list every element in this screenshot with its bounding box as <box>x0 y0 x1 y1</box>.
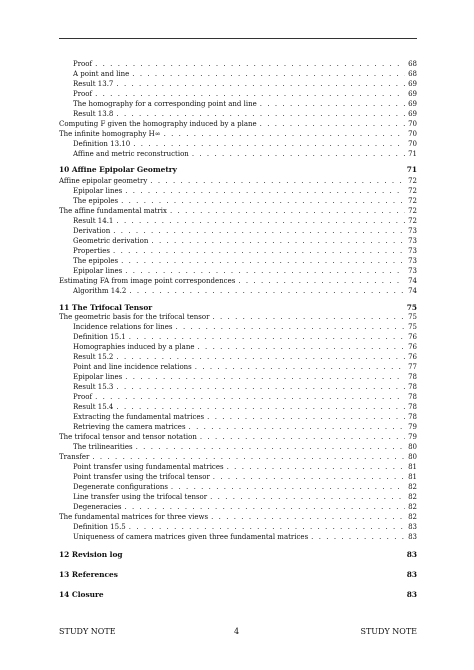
toc-entry-page: 78 <box>408 373 417 381</box>
toc-entry-title: The infinite homography H∞ <box>59 129 161 138</box>
toc-entry-title: Homographies induced by a plane <box>73 343 195 351</box>
toc-entry[interactable] <box>59 513 417 522</box>
toc-entry[interactable] <box>73 247 417 256</box>
toc-entry[interactable] <box>73 70 417 79</box>
toc-entry-title: Affine and metric reconstruction <box>73 149 189 158</box>
dot-leader <box>260 120 405 129</box>
dot-leader <box>189 423 406 432</box>
toc-entry-title: Proof <box>73 89 93 98</box>
dot-leader <box>121 257 405 266</box>
dot-leader <box>116 217 405 226</box>
toc-entry-page: 68 <box>408 59 417 68</box>
dot-leader <box>116 403 405 412</box>
dot-leader <box>129 333 405 342</box>
toc-entry[interactable] <box>73 423 417 432</box>
toc-entry-title: The fundamental matrices for three views <box>59 513 209 521</box>
toc-entry[interactable] <box>59 277 417 286</box>
toc-entry[interactable] <box>73 363 417 372</box>
toc-entry-title: The epipoles <box>73 256 119 265</box>
toc-entry-title: Result 13.7 <box>73 79 114 88</box>
toc-entry[interactable] <box>59 130 417 139</box>
dot-leader <box>212 313 405 322</box>
dot-leader <box>136 443 405 452</box>
toc-entry[interactable] <box>73 257 417 266</box>
toc-entry[interactable] <box>73 393 417 402</box>
toc-entry[interactable] <box>73 150 417 159</box>
dot-leader <box>113 227 405 236</box>
toc-entry-page: 72 <box>408 216 417 225</box>
toc-entry-title: Result 13.8 <box>73 109 114 118</box>
toc-entry[interactable] <box>73 403 417 412</box>
toc-entry[interactable] <box>73 60 417 69</box>
toc-entry-page: 70 <box>408 119 417 128</box>
toc-chapter[interactable] <box>59 590 417 600</box>
toc-entry[interactable] <box>73 383 417 392</box>
toc-entry-page: 69 <box>408 99 417 108</box>
toc-entry-page: 71 <box>408 149 417 158</box>
dot-leader <box>207 413 405 422</box>
dot-leader <box>227 463 405 472</box>
toc-entry-title: Definition 13.10 <box>73 139 131 148</box>
toc-entry-title: Degeneracies <box>73 503 122 511</box>
toc-entry[interactable] <box>73 217 417 226</box>
dot-leader <box>121 197 405 206</box>
dot-leader <box>116 353 405 362</box>
toc-entry-page: 73 <box>408 226 417 235</box>
toc-entry-page: 78 <box>408 393 417 401</box>
toc-entry-title: Derivation <box>73 226 111 235</box>
toc-entry-title: 11 The Trifocal Tensor <box>59 302 153 312</box>
toc-entry-page: 73 <box>408 236 417 245</box>
toc-entry[interactable] <box>73 187 417 196</box>
toc-entry-page: 78 <box>408 413 417 421</box>
toc-entry-title: The affine fundamental matrix <box>59 206 167 215</box>
dot-leader <box>95 60 405 69</box>
toc-entry[interactable] <box>73 90 417 99</box>
toc-entry[interactable] <box>73 100 417 109</box>
toc-entry-page: 69 <box>408 89 417 98</box>
toc-entry-page: 69 <box>408 79 417 88</box>
toc-entry[interactable] <box>73 353 417 362</box>
dot-leader <box>213 473 405 482</box>
toc-entry-title: Result 15.3 <box>73 383 114 391</box>
toc-entry-title: Line transfer using the trifocal tensor <box>73 493 208 501</box>
toc-entry-page: 81 <box>408 463 417 471</box>
dot-leader <box>125 373 405 382</box>
footer-left: STUDY NOTE <box>59 627 116 636</box>
toc-entry-title: Computing F given the homography induced by a plane <box>59 119 257 128</box>
toc-entry-title: Geometric derivation <box>73 236 149 245</box>
toc-entry-page: 78 <box>408 403 417 411</box>
dot-leader <box>197 343 405 352</box>
toc-entry[interactable] <box>73 523 417 532</box>
toc-entry-title: Definition 15.1 <box>73 333 126 341</box>
dot-leader <box>192 150 405 159</box>
dot-leader <box>116 80 405 89</box>
toc-entry-page: 72 <box>408 176 417 185</box>
toc-entry[interactable] <box>73 493 417 502</box>
toc-entry-title: 10 Affine Epipolar Geometry <box>59 165 177 174</box>
dot-leader <box>211 513 405 522</box>
toc-entry[interactable] <box>73 110 417 119</box>
toc-entry-title: Incidence relations for lines <box>73 323 173 331</box>
toc-entry-title: 13 References <box>59 569 118 579</box>
dot-leader <box>195 363 405 372</box>
toc-entry-title: Result 15.4 <box>73 403 114 411</box>
dot-leader <box>132 70 405 79</box>
dot-leader <box>92 453 405 462</box>
toc-entry-page: 76 <box>408 343 417 351</box>
toc-entry-title: Extracting the fundamental matrices <box>73 413 205 421</box>
toc-entry-title: Algorithm 14.2 <box>73 286 127 295</box>
toc-entry-page: 83 <box>406 569 417 579</box>
toc-entry-title: Proof <box>73 393 93 401</box>
toc-entry[interactable] <box>73 287 417 296</box>
toc-entry[interactable] <box>73 463 417 472</box>
toc-entry-title: Transfer <box>59 453 90 461</box>
toc-chapter[interactable] <box>59 165 417 175</box>
toc-entry-page: 79 <box>408 423 417 431</box>
toc-entry-title: 14 Closure <box>59 589 104 599</box>
toc-entry-page: 74 <box>408 286 417 295</box>
toc-entry-page: 76 <box>408 333 417 341</box>
toc-entry-page: 75 <box>406 302 417 312</box>
toc-entry-page: 82 <box>408 483 417 491</box>
toc-entry-page: 73 <box>408 246 417 255</box>
dot-leader <box>150 177 405 186</box>
toc-entry-page: 72 <box>408 186 417 195</box>
toc-entry[interactable] <box>73 483 417 492</box>
toc-entry[interactable] <box>73 333 417 342</box>
toc-entry[interactable] <box>59 207 417 216</box>
toc-entry-title: The homography for a corresponding point and line <box>73 99 257 108</box>
toc-chapter[interactable] <box>59 303 417 313</box>
toc-entry-title: Uniqueness of camera matrices given three fundamental matrices <box>73 533 309 541</box>
toc-entry-page: 76 <box>408 353 417 361</box>
toc-entry-page: 77 <box>408 363 417 371</box>
dot-leader <box>124 503 405 512</box>
toc-entry[interactable] <box>73 140 417 149</box>
toc-entry-title: Estimating FA from image point correspondences <box>59 276 236 285</box>
dot-leader <box>151 237 405 246</box>
toc-entry-title: Proof <box>73 59 93 68</box>
toc-entry-page: 83 <box>408 523 417 531</box>
toc-chapter[interactable] <box>59 570 417 580</box>
toc-entry-page: 83 <box>406 589 417 599</box>
dot-leader <box>95 393 405 402</box>
toc-entry-page: 82 <box>408 513 417 521</box>
dot-leader <box>116 383 405 392</box>
toc-entry-title: Result 14.1 <box>73 216 114 225</box>
footer-right: STUDY NOTE <box>360 627 417 636</box>
toc-entry-page: 81 <box>408 473 417 481</box>
toc-entry-page: 72 <box>408 206 417 215</box>
toc-entry-page: 69 <box>408 109 417 118</box>
toc-entry-title: Affine epipolar geometry <box>59 176 148 185</box>
toc-entry-page: 79 <box>408 433 417 441</box>
toc-entry-page: 75 <box>408 323 417 331</box>
dot-leader <box>113 247 405 256</box>
toc-entry[interactable] <box>73 237 417 246</box>
toc-entry[interactable] <box>73 323 417 332</box>
toc-entry[interactable] <box>59 177 417 186</box>
toc-entry[interactable] <box>73 533 417 542</box>
dot-leader <box>133 140 405 149</box>
toc-entry[interactable] <box>59 313 417 322</box>
dot-leader <box>238 277 405 286</box>
toc-entry-title: Epipolar lines <box>73 373 123 381</box>
toc-entry[interactable] <box>73 413 417 422</box>
toc-entry-title: The trifocal tensor and tensor notation <box>59 433 197 441</box>
toc-entry[interactable] <box>59 453 417 462</box>
dot-leader <box>200 433 405 442</box>
dot-leader <box>260 100 405 109</box>
toc-entry[interactable] <box>73 267 417 276</box>
toc-entry-title: Epipolar lines <box>73 266 123 275</box>
toc-entry-title: Retrieving the camera matrices <box>73 423 186 431</box>
toc-entry-page: 80 <box>408 443 417 451</box>
toc-entry[interactable] <box>73 343 417 352</box>
dot-leader <box>210 493 405 502</box>
dot-leader <box>116 110 405 119</box>
toc-entry-title: Epipolar lines <box>73 186 123 195</box>
toc-entry-page: 78 <box>408 383 417 391</box>
page-number: 4 <box>234 627 240 636</box>
toc-entry[interactable] <box>73 443 417 452</box>
toc-entry[interactable] <box>59 120 417 129</box>
toc-entry[interactable] <box>73 227 417 236</box>
toc-entry[interactable] <box>73 197 417 206</box>
toc-entry-title: The trilinearities <box>73 443 133 451</box>
toc-entry-page: 74 <box>408 276 417 285</box>
toc-entry-title: The geometric basis for the trifocal tensor <box>59 313 210 321</box>
dot-leader <box>311 533 405 542</box>
toc-entry-title: A point and line <box>73 69 130 78</box>
dot-leader <box>95 90 405 99</box>
toc-entry-page: 83 <box>408 533 417 541</box>
toc-entry-title: Definition 15.5 <box>73 523 126 531</box>
toc-entry-title: Point transfer using fundamental matrices <box>73 463 224 471</box>
toc-entry-page: 68 <box>408 69 417 78</box>
toc-entry-page: 82 <box>408 493 417 501</box>
toc-chapter[interactable] <box>59 550 417 560</box>
toc-entry-page: 70 <box>408 139 417 148</box>
toc-entry-title: Properties <box>73 246 111 255</box>
dot-leader <box>129 523 405 532</box>
toc-entry-page: 73 <box>408 256 417 265</box>
toc-entry-title: Point and line incidence relations <box>73 363 192 371</box>
dot-leader <box>175 323 405 332</box>
toc-entry-page: 80 <box>408 453 417 461</box>
toc-entry-page: 70 <box>408 129 417 138</box>
toc-entry-page: 73 <box>408 266 417 275</box>
toc-entry-page: 83 <box>406 549 417 559</box>
toc-entry[interactable] <box>73 473 417 482</box>
toc-entry-title: Point transfer using the trifocal tensor <box>73 473 210 481</box>
toc-entry-title: 12 Revision log <box>59 549 123 559</box>
toc-entry-page: 82 <box>408 503 417 511</box>
dot-leader <box>125 267 405 276</box>
toc-entry[interactable] <box>59 433 417 442</box>
toc-entry-page: 72 <box>408 196 417 205</box>
dot-leader <box>170 207 405 216</box>
toc-entry[interactable] <box>73 80 417 89</box>
dot-leader <box>164 130 406 139</box>
dot-leader <box>129 287 405 296</box>
toc-entry-title: The epipoles <box>73 196 119 205</box>
dot-leader <box>171 483 405 492</box>
toc-entry[interactable] <box>73 503 417 512</box>
toc-entry-page: 71 <box>406 165 417 174</box>
toc-entry-title: Result 15.2 <box>73 353 114 361</box>
dot-leader <box>125 187 405 196</box>
toc-entry-title: Degenerate configurations <box>73 483 168 491</box>
toc-entry[interactable] <box>73 373 417 382</box>
toc-entry-page: 75 <box>408 313 417 321</box>
